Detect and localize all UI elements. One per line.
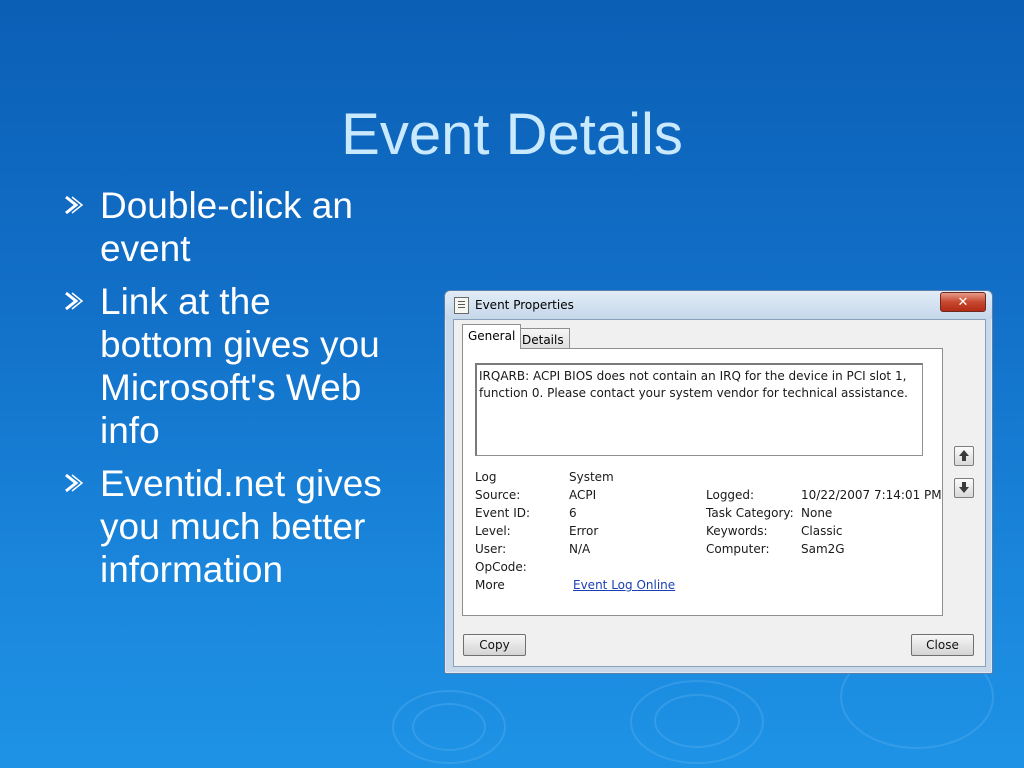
dialog-title: Event Properties xyxy=(475,298,574,312)
tab-details[interactable]: Details xyxy=(516,328,570,349)
arrow-up-icon xyxy=(958,449,970,462)
field-value-source: ACPI xyxy=(569,488,597,502)
field-label-logged: Logged: xyxy=(706,488,755,502)
field-value-user: N/A xyxy=(569,542,591,556)
field-value-log: System xyxy=(569,470,614,484)
field-value-task-category: None xyxy=(801,506,833,520)
field-value-logged: 10/22/2007 7:14:01 PM xyxy=(801,488,942,502)
close-button[interactable]: Close xyxy=(911,634,974,656)
copy-button[interactable]: Copy xyxy=(463,634,526,656)
bullet-arrow-icon xyxy=(62,194,84,216)
event-viewer-icon xyxy=(454,297,469,314)
dialog-titlebar[interactable] xyxy=(445,291,992,319)
field-value-level: Error xyxy=(569,524,599,538)
general-tab-panel xyxy=(462,348,943,616)
field-label-user: User: xyxy=(475,542,507,556)
field-label-more: More xyxy=(475,578,505,592)
field-value-computer: Sam2G xyxy=(801,542,845,556)
previous-event-button[interactable] xyxy=(954,446,974,466)
field-label-computer: Computer: xyxy=(706,542,770,556)
bullet-text: Double-click an event xyxy=(100,185,353,269)
bullet-arrow-icon xyxy=(62,290,84,312)
field-label-task-category: Task Category: xyxy=(706,506,794,520)
field-label-event-id: Event ID: xyxy=(475,506,531,520)
bullet-item xyxy=(62,184,392,270)
event-message-box[interactable] xyxy=(475,363,923,456)
bullet-item xyxy=(62,280,392,452)
bullet-item xyxy=(62,462,392,591)
bullet-list xyxy=(62,184,392,601)
dialog-client-area xyxy=(453,319,986,667)
close-window-button[interactable]: ✕ xyxy=(940,292,986,312)
field-value-event-id: 6 xyxy=(569,506,577,520)
slide-title: Event Details xyxy=(341,101,683,167)
event-message-text: IRQARB: ACPI BIOS does not contain an IRQ for the device in PCI slot 1, function 0. Please contact your system vendor for technical assistance. xyxy=(479,369,908,400)
field-value-keywords: Classic xyxy=(801,524,843,538)
event-properties-dialog xyxy=(444,290,993,674)
bullet-text: Link at the bottom gives you Microsoft's Web info xyxy=(100,281,380,451)
next-event-button[interactable] xyxy=(954,478,974,498)
field-label-level: Level: xyxy=(475,524,511,538)
field-label-source: Source: xyxy=(475,488,521,502)
field-label-opcode: OpCode: xyxy=(475,560,527,574)
bullet-arrow-icon xyxy=(62,472,84,494)
bullet-text: Eventid.net gives you much better information xyxy=(100,463,382,590)
tab-general[interactable]: General xyxy=(462,324,521,349)
event-log-online-link[interactable]: Event Log Online xyxy=(573,578,676,592)
field-label-keywords: Keywords: xyxy=(706,524,768,538)
arrow-down-icon xyxy=(958,481,970,494)
field-label-log: Log xyxy=(475,470,497,484)
